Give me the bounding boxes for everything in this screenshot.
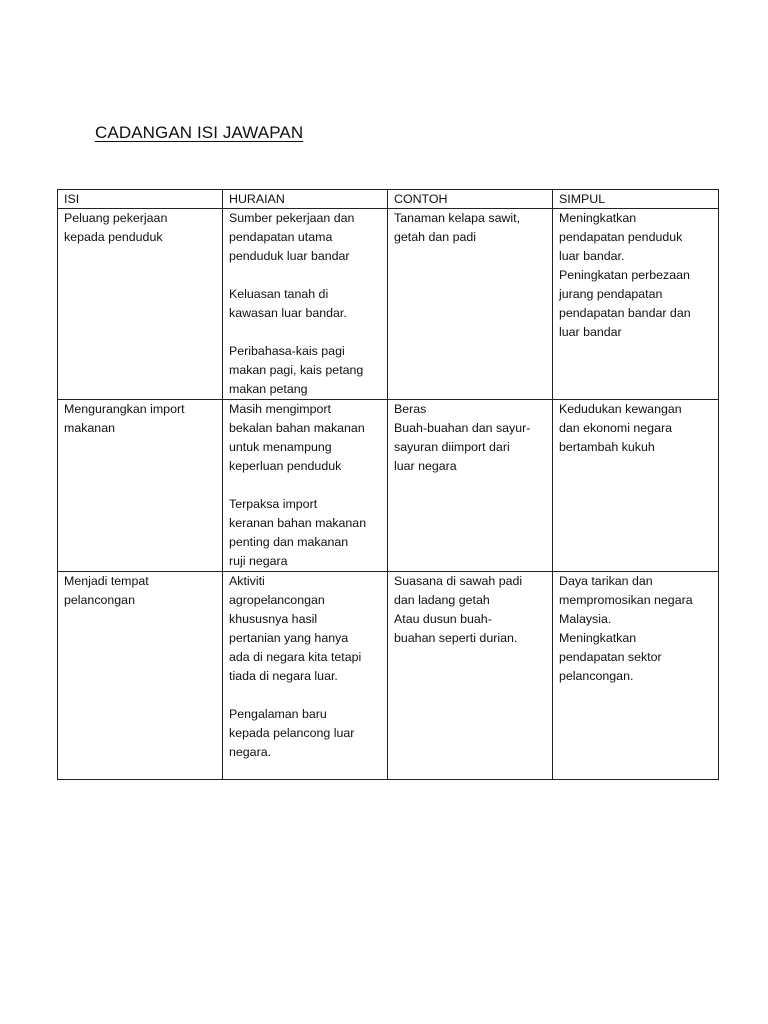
cell-huraian: [223, 209, 388, 400]
cell-line: pertanian yang hanya: [229, 631, 349, 645]
header-huraian: HURAIAN: [223, 190, 388, 209]
cell-line: Aktiviti: [229, 574, 265, 588]
cell-line: kepada penduduk: [64, 230, 163, 244]
cell-paragraph: [229, 342, 382, 399]
cell-paragraph: [229, 572, 382, 686]
cell-line: kawasan luar bandar.: [229, 306, 347, 320]
cell-line: getah dan padi: [394, 230, 476, 244]
cell-simpul: [553, 400, 719, 572]
cell-line: Malaysia.: [559, 612, 612, 626]
cell-isi: [58, 572, 223, 780]
cell-line: sayuran diimport dari: [394, 440, 510, 454]
cell-line: pendapatan penduduk: [559, 230, 683, 244]
cell-paragraph: [229, 285, 382, 323]
cell-paragraph: [229, 400, 382, 476]
cell-line: Peningkatan perbezaan: [559, 268, 690, 282]
cell-line: Masih mengimport: [229, 402, 331, 416]
cell-contoh: [388, 209, 553, 400]
cell-line: pendapatan sektor: [559, 650, 662, 664]
cell-line: Buah-buahan dan sayur-: [394, 421, 531, 435]
cell-line: luar bandar: [559, 325, 622, 339]
cell-isi: [58, 400, 223, 572]
cell-line: Mengurangkan import: [64, 402, 185, 416]
cell-line: makan petang: [229, 382, 308, 396]
cell-line: Kedudukan kewangan: [559, 402, 682, 416]
cell-line: ruji negara: [229, 554, 288, 568]
cell-line: Beras: [394, 402, 427, 416]
cell-simpul: [553, 209, 719, 400]
cell-line: Suasana di sawah padi: [394, 574, 523, 588]
cell-line: kepada pelancong luar: [229, 726, 355, 740]
cell-line: makan pagi, kais petang: [229, 363, 364, 377]
cell-line: Terpaksa import: [229, 497, 318, 511]
table-row: [58, 209, 719, 400]
cell-huraian: [223, 572, 388, 780]
cell-line: luar negara: [394, 459, 457, 473]
cell-line: buahan seperti durian.: [394, 631, 518, 645]
cell-contoh: [388, 572, 553, 780]
cell-line: Menjadi tempat: [64, 574, 149, 588]
cell-line: Keluasan tanah di: [229, 287, 329, 301]
cell-line: Daya tarikan dan: [559, 574, 653, 588]
cell-line: negara.: [229, 745, 272, 759]
cell-isi: [58, 209, 223, 400]
cell-line: pendapatan bandar dan: [559, 306, 691, 320]
cell-line: bertambah kukuh: [559, 440, 655, 454]
cell-line: Atau dusun buah-: [394, 612, 492, 626]
cell-line: jurang pendapatan: [559, 287, 663, 301]
cell-line: Meningkatkan: [559, 631, 637, 645]
cell-line: khususnya hasil: [229, 612, 318, 626]
cell-line: Tanaman kelapa sawit,: [394, 211, 521, 225]
cell-line: makanan: [64, 421, 115, 435]
cell-line: agropelancongan: [229, 593, 325, 607]
cell-line: dan ladang getah: [394, 593, 490, 607]
cell-line: Meningkatkan: [559, 211, 637, 225]
cell-line: bekalan bahan makanan: [229, 421, 365, 435]
table-header-row: [58, 190, 719, 209]
cell-line: Peribahasa-kais pagi: [229, 344, 345, 358]
cell-simpul: [553, 572, 719, 780]
header-contoh: CONTOH: [388, 190, 553, 209]
cell-line: keperluan penduduk: [229, 459, 342, 473]
cell-line: Sumber pekerjaan dan: [229, 211, 355, 225]
cell-line: penduduk luar bandar: [229, 249, 350, 263]
cell-line: ada di negara kita tetapi: [229, 650, 362, 664]
cell-line: Pengalaman baru: [229, 707, 327, 721]
cell-line: luar bandar.: [559, 249, 625, 263]
cell-huraian: [223, 400, 388, 572]
table-row: [58, 400, 719, 572]
cell-line: pendapatan utama: [229, 230, 333, 244]
cell-line: tiada di negara luar.: [229, 669, 338, 683]
header-simpul: SIMPUL: [553, 190, 719, 209]
table-row: [58, 572, 719, 780]
cell-line: untuk menampung: [229, 440, 332, 454]
page-title: CADANGAN ISI JAWAPAN: [95, 123, 304, 142]
cell-contoh: [388, 400, 553, 572]
cell-line: dan ekonomi negara: [559, 421, 672, 435]
content-table: [57, 189, 719, 780]
cell-line: mempromosikan negara: [559, 593, 693, 607]
cell-paragraph: [229, 705, 382, 762]
cell-line: pelancongan: [64, 593, 135, 607]
cell-line: penting dan makanan: [229, 535, 349, 549]
cell-paragraph: [229, 495, 382, 571]
cell-paragraph: [229, 209, 382, 266]
header-isi: ISI: [58, 190, 223, 209]
cell-line: pelancongan.: [559, 669, 634, 683]
cell-line: Peluang pekerjaan: [64, 211, 168, 225]
cell-line: keranan bahan makanan: [229, 516, 367, 530]
